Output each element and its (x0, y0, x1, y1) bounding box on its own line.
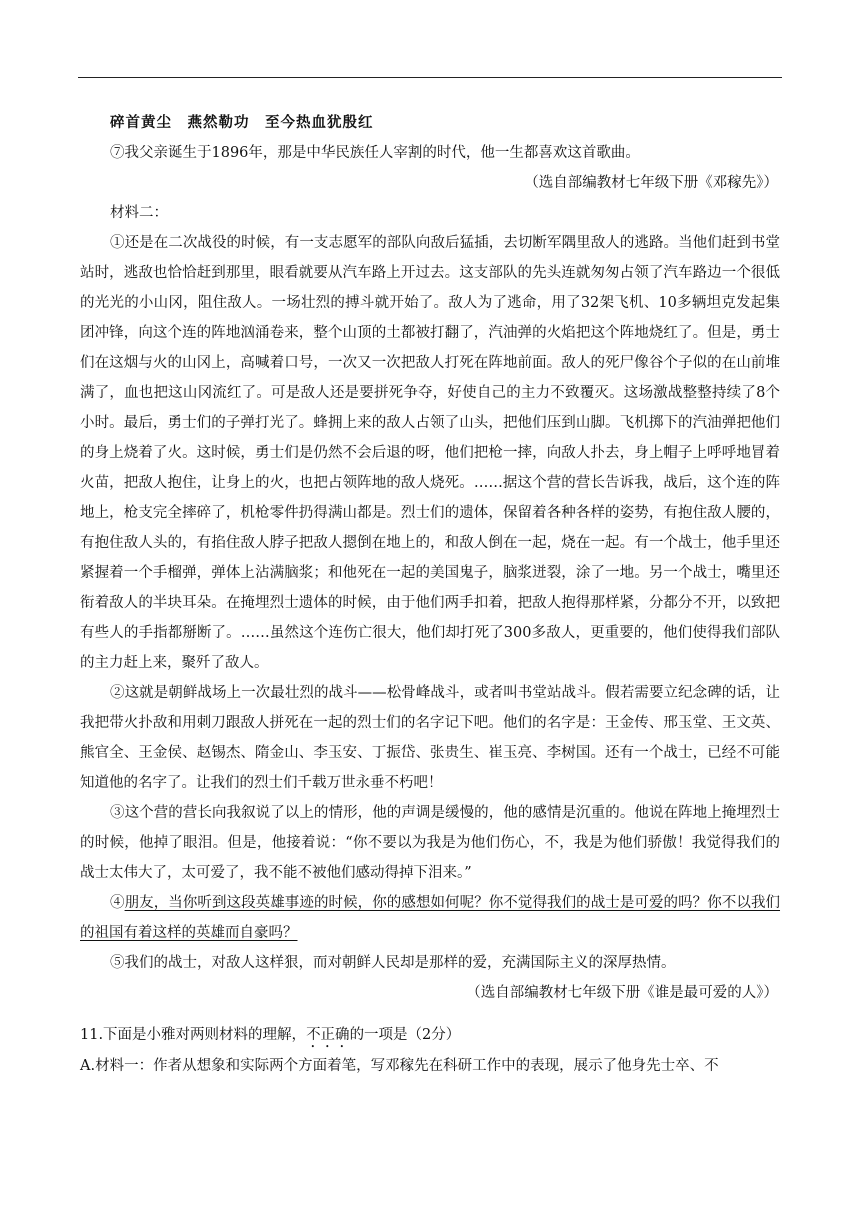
paragraph-4-number: ④ (110, 895, 125, 911)
paragraph-4-underlined-text: 朋友，当你听到这段英雄事迹的时候，你的感想如何呢？你不觉得我们的战士是可爱的吗？你不以我们的祖国有着这样的英雄而自豪吗？ (80, 895, 781, 941)
question-11-emphasis: 不正确 (306, 1027, 350, 1043)
question-11 (80, 1020, 780, 1051)
paragraph-4 (80, 888, 780, 948)
paragraph-5: ⑤我们的战士，对敌人这样狠，而对朝鲜人民却是那样的爱，充满国际主义的深厚热情。 (110, 955, 676, 971)
lyric-line: 碎首黄尘 燕然勒功 至今热血犹殷红 (110, 114, 374, 131)
source-citation-2: （选自部编教材七年级下册《谁是最可爱的人》） (466, 985, 778, 1001)
source-citation-1: （选自部编教材七年级下册《邓稼先》） (524, 175, 778, 191)
material-2-label: 材料二： (110, 205, 168, 221)
paragraph-7: ⑦我父亲诞生于1896年，那是中华民族任人宰割的时代，他一生都喜欢这首歌曲。 (110, 145, 640, 161)
header-rule (78, 77, 782, 78)
option-a: A.材料一：作者从想象和实际两个方面着笔，写邓稼先在科研工作中的表现，展示了他身先士卒、不 (80, 1058, 719, 1074)
document-body (80, 108, 780, 1081)
paragraph-3: ③这个营的营长向我叙说了以上的情形，他的声调是缓慢的，他的感情是沉重的。他说在阵地上掩埋烈士的时候，他掉了眼泪。但是，他接着说：“你不要以为我是为他们伤心，不，我是为他们骄傲！我觉得我们的战士太伟大了，太可爱了，我不能不被他们感动得掉下泪来。” (80, 805, 780, 881)
paragraph-1: ①还是在二次战役的时候，有一支志愿军的部队向敌后猛插，去切断军隅里敌人的逃路。当他们赶到书堂站时，逃敌也恰恰赶到那里，眼看就要从汽车路上开过去。这支部队的先头连就匆匆占领了汽车路边一个很低的光光的小山冈，阻住敌人。一场壮烈的搏斗就开始了。敌人为了逃命，用了32架飞机、10多辆坦克发起集团冲锋，向这个连的阵地汹涌卷来，整个山顶的土都被打翻了，汽油弹的火焰把这个阵地烧红了。但是，勇士们在这烟与火的山冈上，高喊着口号，一次又一次把敌人打死在阵地前面。敌人的死尸像谷个子似的在山前堆满了，血也把这山冈流红了。可是敌人还是要拼死争夺，好使自己的主力不致覆灭。这场激战整整持续了8个小时。最后，勇士们的子弹打光了。蜂拥上来的敌人占领了山头，把他们压到山脚。飞机掷下的汽油弹把他们的身上烧着了火。这时候，勇士们是仍然不会后退的呀，他们把枪一摔，向敌人扑去，身上帽子上呼呼地冒着火苗，把敌人抱住，让身上的火，也把占领阵地的敌人烧死。……据这个营的营长告诉我，战后，这个连的阵地上，枪支完全摔碎了，机枪零件扔得满山都是。烈士们的遗体，保留着各种各样的姿势，有抱住敌人腰的，有抱住敌人头的，有掐住敌人脖子把敌人摁倒在地上的，和敌人倒在一起，烧在一起。有一个战士，他手里还紧握着一个手榴弹，弹体上沾满脑浆；和他死在一起的美国鬼子，脑浆迸裂，涂了一地。另一个战士，嘴里还衔着敌人的半块耳朵。在掩埋烈士遗体的时候，由于他们两手扣着，把敌人抱得那样紧，分都分不开，以致把有些人的手指都掰断了。……虽然这个连伤亡很大，他们却打死了300多敌人，更重要的，他们使得我们部队的主力赶上来，聚歼了敌人。 (80, 235, 780, 671)
question-11-suffix: 的一项是（2分） (349, 1027, 461, 1043)
question-11-prefix: 11.下面是小雅对两则材料的理解， (80, 1027, 307, 1043)
paragraph-2: ②这就是朝鲜战场上一次最壮烈的战斗——松骨峰战斗，或者叫书堂站战斗。假若需要立纪念碑的话，让我把带火扑敌和用刺刀跟敌人拼死在一起的烈士们的名字记下吧。他们的名字是：王金传、邢玉堂、王文英、熊官全、王金侯、赵锡杰、隋金山、李玉安、丁振岱、张贵生、崔玉亮、李树国。还有一个战士，已经不可能知道他的名字了。让我们的烈士们千载万世永垂不朽吧！ (80, 685, 780, 791)
